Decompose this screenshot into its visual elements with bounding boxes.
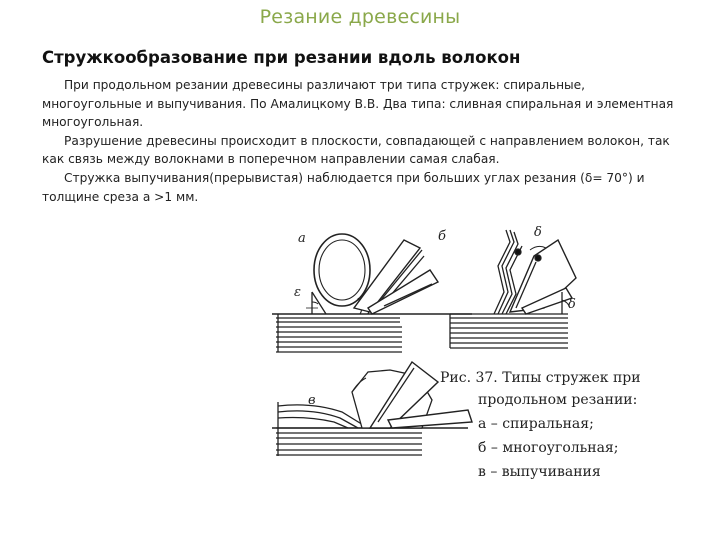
- label-a: а: [298, 231, 306, 246]
- caption-item-b: б – многоугольная;: [478, 440, 619, 456]
- paragraph-buckling-chip: Стружка выпучивания(прерывистая) наблюдается при больших углах резания (δ= 70°) и толщине среза а >1 мм.: [42, 170, 645, 204]
- body-text: [42, 76, 682, 206]
- caption-item-a: а – спиральная;: [478, 416, 594, 432]
- paragraph-wood-failure: Разрушение древесины происходит в плоскости, совпадающей с направлением волокон, так как связь между волокнами в поперечном направлении самая слабая.: [42, 133, 670, 167]
- paragraph-chip-types: При продольном резании древесины различают три типа стружек: спиральные, многоугольные и выпучивания. По Амалицкому В.В. Два типа: сливная спиральная и элементная многоугольная.: [42, 78, 674, 130]
- panel-b-polygonal-chip: [450, 230, 576, 348]
- chip-types-figure: [272, 222, 652, 522]
- section-heading: Стружкообразование при резании вдоль волокон: [42, 48, 521, 67]
- caption-item-v: в – выпучивания: [478, 464, 601, 480]
- label-delta-side: δ: [568, 297, 576, 312]
- figure-caption: [440, 370, 641, 480]
- panel-a-spiral-chip: [272, 234, 472, 352]
- slide-title: Резание древесины: [259, 6, 461, 28]
- label-epsilon: ε: [294, 285, 301, 300]
- caption-subtitle: продольном резании:: [478, 392, 638, 408]
- label-b: б: [438, 229, 446, 244]
- label-delta-top: δ: [534, 225, 542, 240]
- label-v: в: [308, 393, 316, 408]
- chip-types-diagram: [272, 222, 652, 522]
- caption-title: Рис. 37. Типы стружек при: [440, 370, 641, 386]
